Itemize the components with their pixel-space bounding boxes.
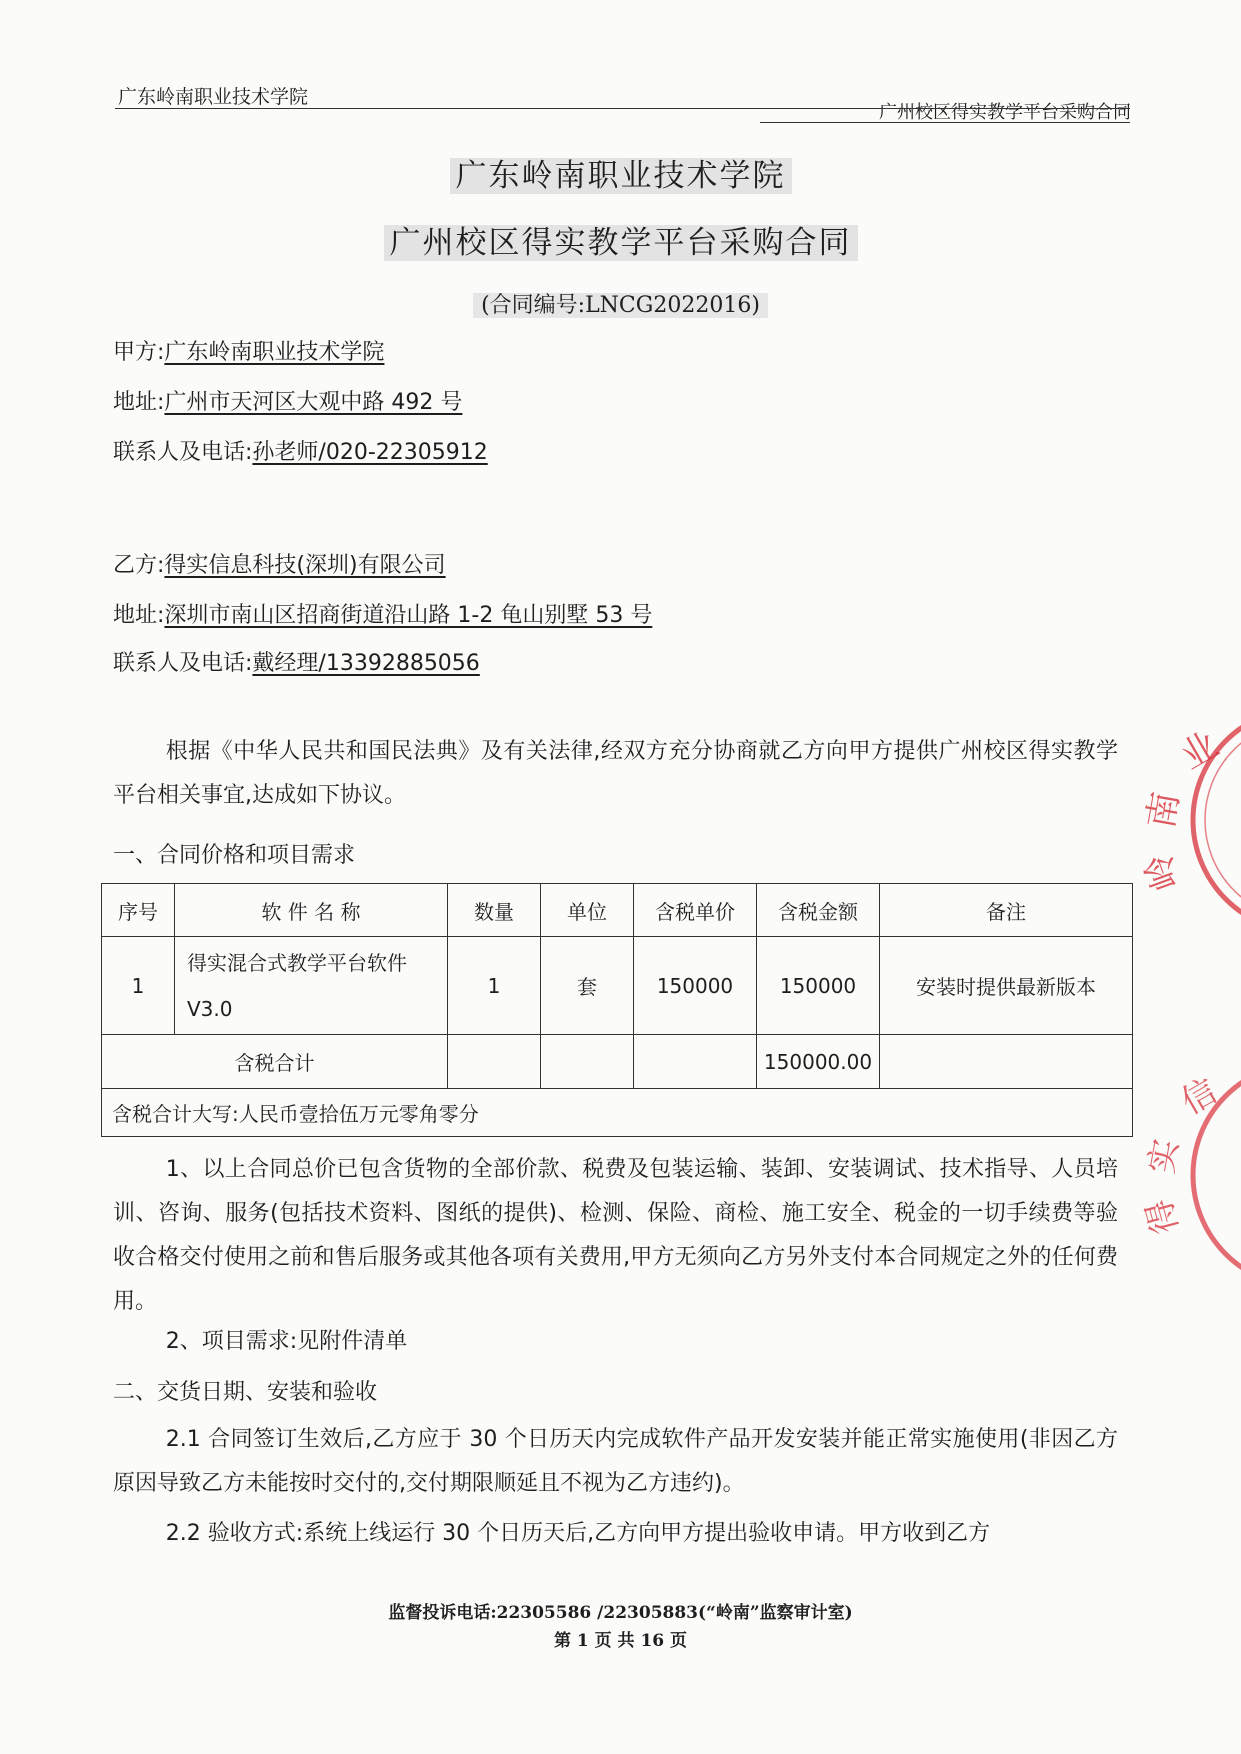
company-seal: [1139, 1055, 1241, 1295]
school-seal: [1137, 700, 1241, 940]
title-line1: 广东岭南职业技术学院: [0, 150, 1241, 195]
total-label: 含税合计: [102, 1035, 448, 1089]
cell-unit-price: 150000: [634, 937, 757, 1035]
clause-2-2: 2.2 验收方式:系统上线运行 30 个日历天后,乙方向甲方提出验收申请。甲方收到乙方: [165, 1521, 991, 1546]
svg-text:信: 信: [1174, 1071, 1224, 1123]
svg-text:实: 实: [1141, 1136, 1187, 1177]
intro-paragraph: 根据《中华人民共和国民法典》及有关法律,经双方充分协商就乙方向甲方提供广州校区得实教学平台相关事宜,达成如下协议。: [113, 739, 1118, 808]
header-rule-right: [760, 122, 1130, 123]
table-words-row: [102, 1089, 1133, 1137]
col-unit-price: 含税单价: [634, 884, 757, 937]
price-table: [101, 883, 1133, 1137]
col-name: 软 件 名 称: [175, 884, 448, 937]
col-qty: 数量: [448, 884, 541, 937]
cell-unit: 套: [541, 937, 634, 1035]
clause-2-1: 2.1 合同签订生效后,乙方应于 30 个日历天内完成软件产品开发安装并能正常实施使用(非因乙方原因导致乙方未能按时交付的,交付期限顺延且不视为乙方违约)。: [113, 1427, 1118, 1496]
section-1-heading: 一、合同价格和项目需求: [113, 843, 356, 868]
col-amount: 含税金额: [757, 884, 880, 937]
clause-1-2: 2、项目需求:见附件清单: [165, 1329, 408, 1354]
party-b-name: 乙方:得实信息科技(深圳)有限公司: [113, 553, 446, 578]
cell-remark: 安装时提供最新版本: [880, 937, 1133, 1035]
contract-number: (合同编号:LNCG2022016): [0, 288, 1241, 319]
col-no: 序号: [102, 884, 175, 937]
table-header-row: [102, 884, 1133, 937]
svg-text:得: 得: [1139, 1194, 1187, 1239]
svg-text:南: 南: [1140, 788, 1188, 832]
footer-supervise: 监督投诉电话:22305586 /22305883(“岭南”监察审计室): [388, 1603, 853, 1623]
svg-text:业: 业: [1174, 724, 1226, 778]
col-remark: 备注: [880, 884, 1133, 937]
clause-1-1: 1、以上合同总价已包含货物的全部价款、税费及包装运输、装卸、安装调试、技术指导、人员培训、咨询、服务(包括技术资料、图纸的提供)、检测、保险、商检、施工安全、税金的一切手续费等验收合格交付使用之前和售后服务或其他各项有关费用,甲方无须向乙方另外支付本合同规定之外的任何费用。: [113, 1157, 1118, 1314]
header-rule: [115, 108, 1130, 109]
cell-amount: 150000: [757, 937, 880, 1035]
table-row: [102, 937, 1133, 1035]
party-a-address: 地址:广州市天河区大观中路 492 号: [113, 390, 463, 415]
cell-qty: 1: [448, 937, 541, 1035]
header-right: 广州校区得实教学平台采购合同: [879, 102, 1131, 123]
cell-name: 得实混合式教学平台软件 V3.0: [175, 937, 448, 1035]
col-unit: 单位: [541, 884, 634, 937]
total-in-words: 含税合计大写:人民币壹拾伍万元零角零分: [102, 1089, 1133, 1137]
party-b-contact: 联系人及电话:戴经理/13392885056: [113, 651, 480, 676]
svg-text:岭: 岭: [1137, 848, 1189, 896]
header-left: 广东岭南职业技术学院: [118, 86, 309, 108]
footer-page: 第 1 页 共 16 页: [553, 1631, 688, 1651]
total-amount: 150000.00: [757, 1035, 880, 1089]
title-line2: 广州校区得实教学平台采购合同: [0, 217, 1241, 262]
table-total-row: [102, 1035, 1133, 1089]
party-b-address: 地址:深圳市南山区招商街道沿山路 1-2 龟山别墅 53 号: [113, 603, 653, 628]
cell-no: 1: [102, 937, 175, 1035]
party-a-contact: 联系人及电话:孙老师/020-22305912: [113, 440, 488, 465]
section-2-heading: 二、交货日期、安装和验收: [113, 1380, 378, 1405]
party-a-name: 甲方:广东岭南职业技术学院: [113, 340, 385, 365]
